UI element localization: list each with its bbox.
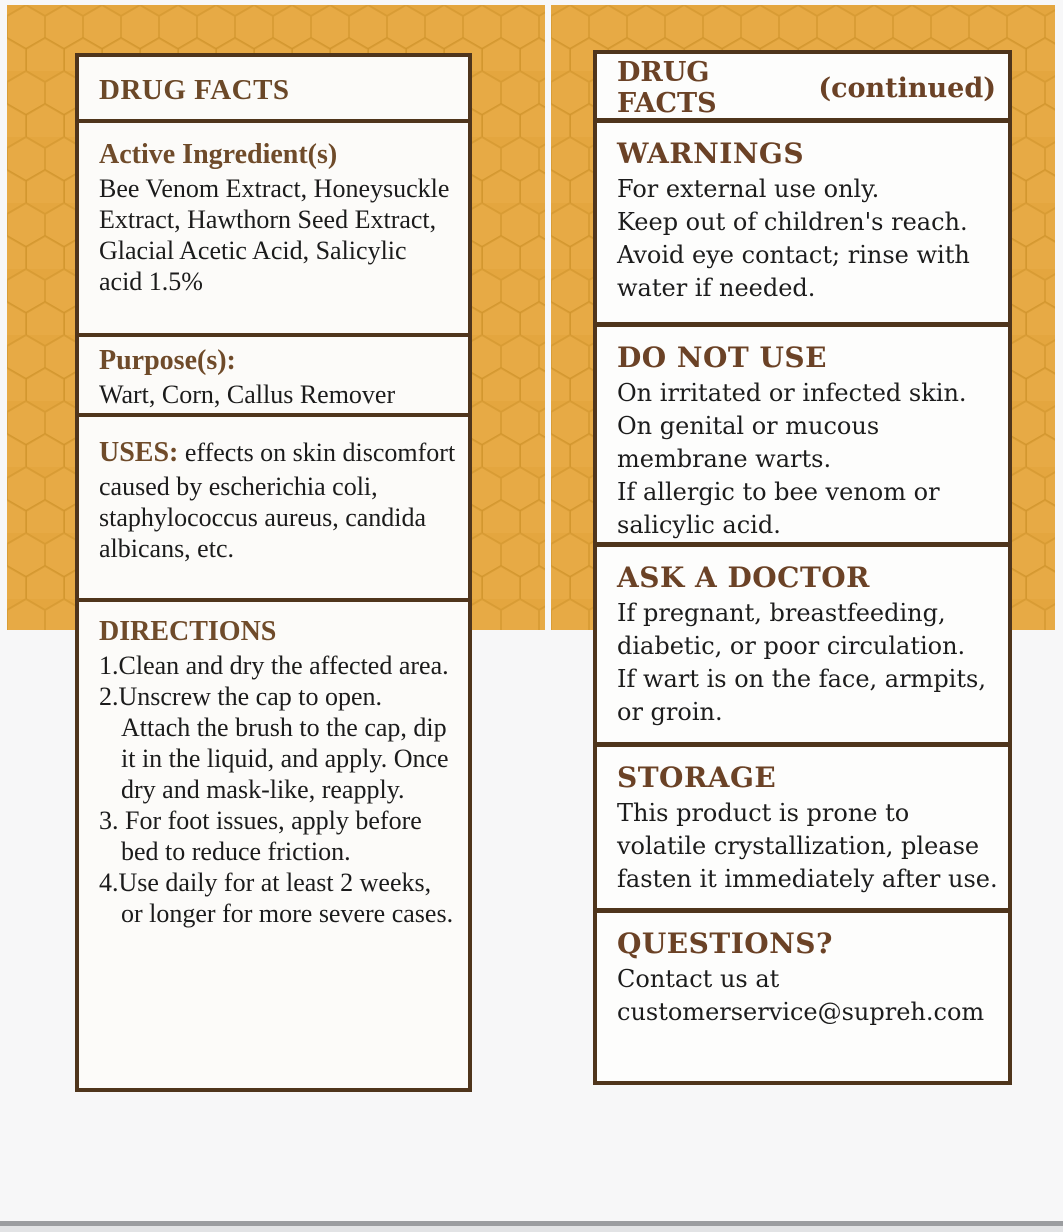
directions-heading: DIRECTIONS — [99, 616, 277, 647]
text-line: For external use only. — [617, 175, 880, 203]
do-not-use-heading: DO NOT USE — [617, 341, 827, 374]
ask-a-doctor-section — [597, 542, 1008, 742]
uses-body — [99, 435, 456, 564]
text-line: Contact us at customerservice@supreh.com — [617, 965, 985, 1026]
storage-body — [617, 797, 1003, 896]
text-line: On genital or mucous membrane warts. — [617, 412, 880, 473]
ask-a-doctor-heading: ASK A DOCTOR — [617, 561, 870, 594]
warnings-body — [617, 173, 996, 305]
questions-section — [597, 908, 1008, 1081]
text-line: Keep out of children's reach. — [617, 208, 968, 236]
storage-section — [597, 742, 1008, 908]
active-ingredients-section — [79, 119, 468, 333]
active-ingredients-heading: Active Ingredient(s) — [99, 139, 338, 170]
do-not-use-body — [617, 377, 996, 542]
questions-body — [617, 963, 1003, 1029]
uses-section — [79, 413, 468, 598]
text-line: Avoid eye contact; rinse with water if needed. — [617, 241, 970, 302]
panel-title: DRUG FACTS — [617, 57, 717, 118]
questions-heading: QUESTIONS? — [617, 927, 833, 960]
uses-heading: USES: — [99, 437, 179, 468]
active-ingredients-body: Bee Venom Extract, Honeysuckle Extract, Hawthorn Seed Extract, Glacial Acetic Acid, Salicylic acid 1.5% — [99, 174, 450, 296]
panel-title-suffix: (continued) — [818, 72, 996, 104]
do-not-use-section — [597, 322, 1008, 542]
text-line: If wart is on the face, armpits, or groin. — [617, 665, 986, 726]
text-line: If allergic to bee venom or salicylic acid. — [617, 478, 940, 539]
warnings-section — [597, 118, 1008, 322]
panel-title: DRUG FACTS — [99, 73, 290, 106]
text-line: This product is prone to volatile crystallization, please fasten it immediately after use. — [617, 799, 998, 893]
drug-facts-continued-header — [597, 54, 1008, 118]
purpose-body: Wart, Corn, Callus Remover — [99, 380, 396, 409]
purpose-heading: Purpose(s): — [99, 345, 236, 376]
ask-a-doctor-body — [617, 597, 996, 729]
drug-facts-panel — [75, 53, 472, 1092]
directions-section — [79, 598, 468, 1088]
text-line: 4.Use daily for at least 2 weeks, or longer for more severe cases. — [99, 868, 454, 928]
drug-facts-continued-panel — [593, 50, 1012, 1085]
text-line: 2.Unscrew the cap to open. Attach the brush to the cap, dip it in the liquid, and apply. Once dry and mask-like, reapply. — [99, 682, 449, 804]
directions-list — [99, 650, 456, 929]
text-line: 3. For foot issues, apply before bed to reduce friction. — [99, 806, 422, 866]
text-line: If pregnant, breastfeeding, diabetic, or poor circulation. — [617, 599, 966, 660]
text-line: On irritated or infected skin. — [617, 379, 967, 407]
warnings-heading: WARNINGS — [617, 137, 805, 170]
screenshot-bottom-edge-light — [0, 1226, 1063, 1232]
uses-text: effects on skin discomfort caused by escherichia coli, staphylococcus aureus, candida albicans, etc. — [99, 438, 456, 563]
storage-heading: STORAGE — [617, 761, 777, 794]
drug-facts-header — [79, 57, 468, 119]
text-line: 1.Clean and dry the affected area. — [99, 651, 449, 680]
purpose-section — [79, 333, 468, 413]
